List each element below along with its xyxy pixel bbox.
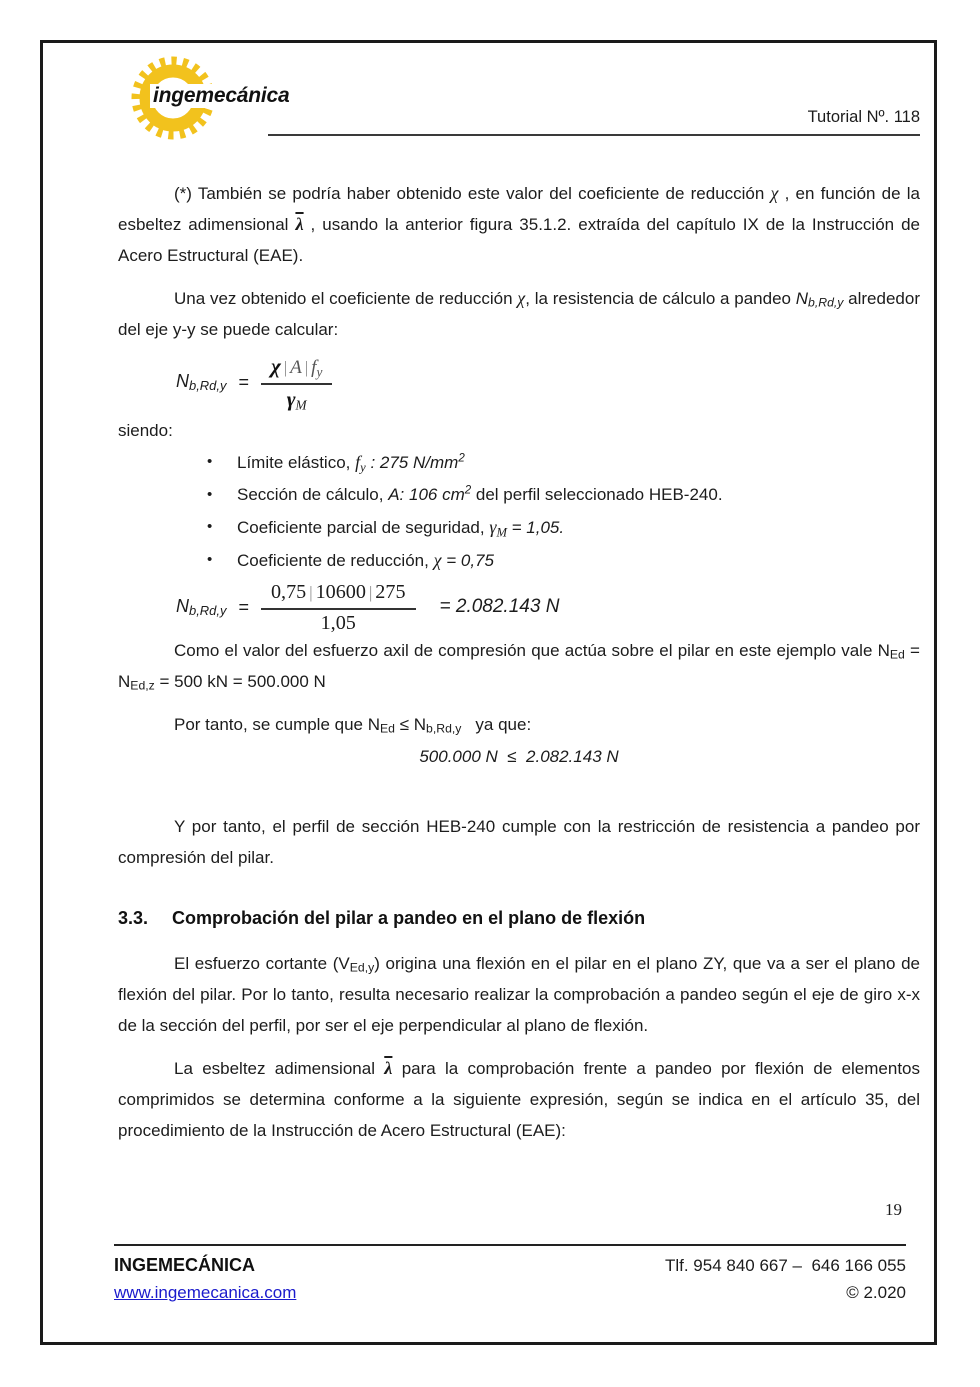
logo-wordmark: ingemecánica [150,84,293,108]
formula-lhs: Nb,Rd,y [176,595,227,619]
paragraph-por-tanto: Por tanto, se cumple que NEd ≤ Nb,Rd,y ya que: [174,715,532,736]
phone-numbers: Tlf. 954 840 667 – 646 166 055 [664,1256,906,1275]
footer-rule [114,1244,906,1246]
fraction [261,579,416,635]
fraction [261,352,332,412]
fraction-denominator: 1,05 [320,612,356,634]
formula-nbrdy-calculation [176,579,920,635]
copyright: © 2.020 [846,1283,906,1302]
paragraph-reduction-note: (*) También se podría haber obtenido este valor del coeficiente de reducción χ , en función de la esbeltez adimensional $\overline{\lambda}$ , usando la anterior figura 35.1.2. extraída del capítulo IX de la Instrucción de Acero Estructural (EAE). [118,183,920,265]
paragraph-esbeltez: La esbeltez adimensional $\overline{\lambda}$ para la comprobación frente a pandeo por flexión de elementos comprimidos se determina conforme a la siguiente expresión, según se indica en el artículo 35, del procedimiento de la Instrucción de Acero Estructural (EAE): [118,1058,920,1140]
section-heading-3-3 [118,903,920,934]
page-number: 19 [885,1200,902,1219]
formula-result: = 2.082.143 N [439,596,560,617]
paragraph-resistance-intro: Una vez obtenido el coeficiente de reducción χ, la resistencia de cálculo a pandeo Nb,Rd,y alrededor del eje y-y se puede calcular: [118,288,920,339]
paragraph-conclusion: Y por tanto, el perfil de sección HEB-240 cumple con la restricción de resistencia a pandeo por compresión del pilar. [118,817,920,867]
company-name: INGEMECÁNICA [114,1255,256,1275]
paragraph-shear-flexion: El esfuerzo cortante (VEd,y) origina una flexión en el pilar en el plano ZY, que va a ser el plano de flexión del pilar. Por lo tanto, resulta necesario realizar la comprobación a pandeo según el eje de giro x-x de la sección del perfil, por ser el eje perpendicular al plano de flexión. [118,954,921,1035]
document-body [118,178,920,1146]
footer [114,1252,906,1306]
section-title: Comprobación del pilar a pandeo en el plano de flexión [172,908,646,928]
header-rule [268,108,920,136]
equals-sign: = [238,371,249,392]
fraction-numerator: 0,75 | 10600 | 275 [261,579,416,610]
tutorial-number-label: Tutorial Nº. 118 [807,108,920,126]
siendo-label: siendo: [118,421,173,440]
list-item: • Coeficiente de reducción, χ = 0,75 [207,544,920,577]
fraction-denominator: $\gamma_M$ [286,387,307,413]
list-item: • Sección de cálculo, A: 106 $cm^2$ del perfil seleccionado HEB-240. [207,479,920,511]
parameter-list [207,446,920,577]
list-item: • Coeficiente parcial de seguridad, $\gamma_M = 1,05$. [207,511,920,544]
formula-lhs: Nb,Rd,y [176,370,227,394]
fraction-numerator: χ | A | $f_y$ [261,352,332,385]
list-item: • Límite elástico, $f_y$ : 275 $N/mm^2$ [207,446,920,479]
paragraph-axial-load: Como el valor del esfuerzo axil de compresión que actúa sobre el pilar en este ejemplo vale NEd = NEd,z = 500 kN = 500.000 N [118,641,920,693]
inequality-check: 500.000 N ≤ 2.082.143 N [419,747,619,766]
section-number: 3.3. [118,908,149,928]
formula-nbrdy-definition [176,352,920,412]
equals-sign: = [238,596,249,617]
website-link[interactable]: www.ingemecanica.com [114,1283,297,1302]
